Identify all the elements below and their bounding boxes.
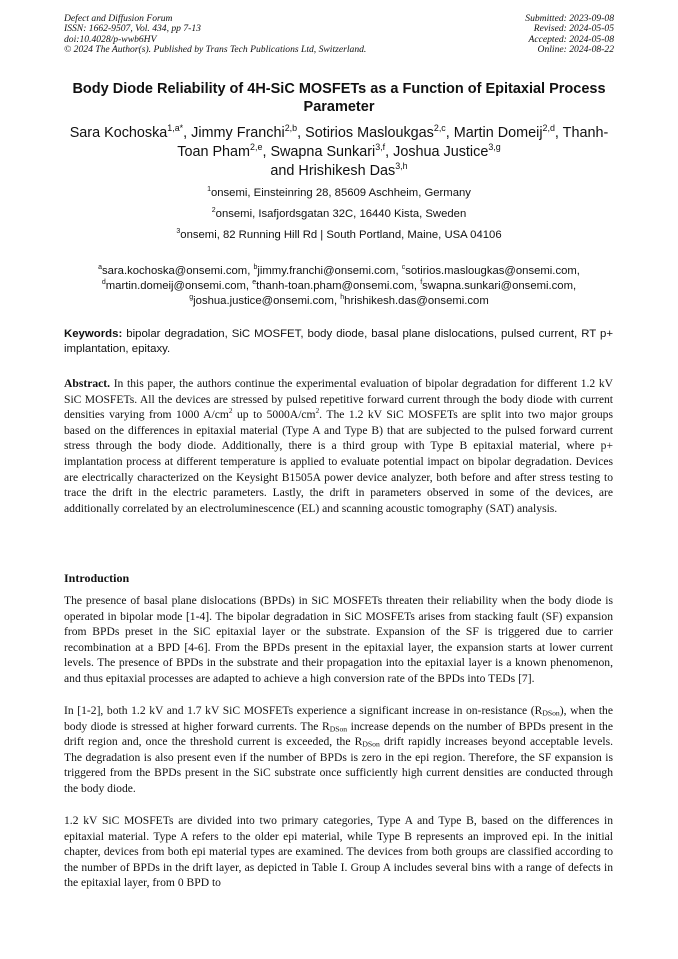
journal-doi: doi:10.4028/p-wwb6HV [64,33,157,45]
author-name: Joshua Justice [393,144,489,160]
intro-paragraph-3: 1.2 kV SiC MOSFETs are divided into two primary categories, Type A and Type B, based on the differences in epitaxial material. Type A refers to the older epi material, while Type B represents an improved epi. In the initial chapter, devices from both epi material types are examined. The devices from both groups are classified according to the number of BPDs in the drift layer, as depicted in Table I. Group A includes several bins with a range of defects in the epitaxial layer, from 0 BPD to [64,814,613,890]
affiliation-text: onsemi, 82 Running Hill Rd | South Portland, Maine, USA 04106 [180,229,502,241]
author-name: Sotirios Masloukgas [305,125,434,141]
affiliation-sup: 3 [176,228,181,236]
author-conjunction: and [270,163,295,179]
email-sup: e [252,279,257,287]
affiliation-sup: 2 [211,207,216,215]
author-affil-sup: 2,b [284,123,298,134]
email-sup: h [340,294,345,302]
email-sup: b [253,264,258,272]
email-sup: f [420,279,423,287]
abstract-label: Abstract. [64,377,111,390]
journal-issn: ISSN: 1662-9507, Vol. 434, pp 7-13 [64,23,201,35]
author-name: Thanh-Toan Pham [177,125,609,160]
paragraph-text: drift rapidly increases beyond acceptable levels. The degradation is also present even if the number of BPDs is zero in the epi region. Therefore, the SF expansion is triggered from the BPDs present in the SiC substrate once sufficiently high current densities are conducted through the body diode. [64,735,613,795]
section-heading: Introduction [64,571,130,585]
email-address[interactable]: sotirios.maslougkas@onsemi.com [405,265,577,277]
abstract-text: In this paper, the authors continue the experimental evaluation of bipolar degradation for different 1.2 kV SiC MOSFETs. All the devices are stressed by pulsed repetitive forward current through the body diode with current densities varying from 1000 A/cm [64,377,613,422]
paper-title: Body Diode Reliability of 4H-SiC MOSFETs as a Function of Epitaxial Process Parameter [72,81,606,115]
email-address[interactable]: joshua.justice@onsemi.com [193,295,334,307]
publication-dates [525,14,614,56]
paragraph-text: ), when the body diode is stressed at higher forward currents. The R [64,704,613,733]
author-name: Swapna Sunkari [270,144,376,160]
email-sup: d [101,279,106,287]
date-accepted: Accepted: 2024-05-08 [528,33,614,45]
intro-paragraph-1: The presence of basal plane dislocations (BPDs) in SiC MOSFETs threaten their reliability when the body diode is operated in bipolar mode [1-4]. The bipolar degradation in SiC MOSFETs arises from stacking fault (SF) expansion from BPDs preset in the SiC epitaxial layer or the substrate. Expansion of the SF is triggered due to carrier recombination at a BPD [4-6]. From the BPDs present in the epitaxial layer, the expansion starts at lower current levels. The presence of BPDs in the substrate and their propagation into the epitaxial layer is a known phenomenon, and thus epitaxial processes are adapted to achieve a high conversion rate of the BPDs into TEDs [7]. [64,594,613,685]
email-sup: c [401,264,406,272]
paragraph-text: In [1-2], both 1.2 kV and 1.7 kV SiC MOSFETs experience a significant increase in on-resistance (R [64,704,543,717]
date-submitted: Submitted: 2023-09-08 [525,13,614,24]
affiliation-3 [64,229,614,242]
date-online: Online: 2024-08-22 [537,44,614,56]
abstract [64,376,613,516]
author-affil-sup: 2,c [433,123,446,134]
author-name: Hrishikesh Das [298,163,396,179]
copyright-line: © 2024 The Author(s). Published by Trans Tech Publications Ltd, Switzerland. [64,44,367,56]
subscript: DSon [362,739,380,749]
author-emails: $^a$sara.kochoska@onsemi.com, $^b$jimmy.franchi@onsemi.com, $^c$sotirios.maslougkas@onsemi.com, $^d$martin.domeij@onsemi.com, $^e$thanh-toan.pham@onsemi.com, $^f$swapna.sunkari@onsemi.com, $^g$joshua.justice@onsemi.com, $^h$hrishikesh.das@onsemi.com [98,264,580,307]
journal-info [64,14,366,56]
email-sup: g [189,294,194,302]
abstract-text: . The 1.2 kV SiC MOSFETs are split into two major groups based on the differences in epitaxial material (Type A and Type B) that are subjected to the pulsed forward current stress through the body diode. Additionally, there is a third group with Type B epitaxial material, where p+ implantation process at different temperature is applied to evaluate potential impact on bipolar degradation. Devices are electrically characterized on the Keysight B1505A power device analyzer, both before and after stress testing to trace the drift in the electric parameters. Lastly, the drift in parameters observed in some of the devices, are additionally correlated by an electroluminescence (EL) and scanning acoustic tomography (SAT) analysis. [64,408,613,515]
author-affil-sup: 3,f [375,142,386,153]
email-address[interactable]: hrishikesh.das@onsemi.com [344,295,489,307]
author-name: Martin Domeij [453,125,543,141]
email-address[interactable]: sara.kochoska@onsemi.com [101,265,248,277]
affiliation-text: onsemi, Einsteinring 28, 85609 Aschheim, Germany [210,187,471,199]
affiliation-sup: 1 [207,186,211,194]
keywords-text: bipolar degradation, SiC MOSFET, body diode, basal plane dislocations, pulsed current, RT p+ implantation, epitaxy. [64,328,613,355]
author-affil-sup: 2,e [250,142,263,153]
abstract-text: up to 5000A/cm [232,408,316,422]
author-affil-sup: 3,h [395,161,408,172]
affiliation-1 [64,187,614,200]
subscript: DSon [329,724,348,734]
subscript: DSon [542,708,560,718]
author-affil-sup: 3,g [488,142,501,153]
author-name: Jimmy Franchi [191,125,285,141]
affiliation-2 [64,208,614,221]
keywords-label: Keywords: [64,328,123,340]
unit-exponent: 2 [315,407,320,416]
author-list: Sara Kochoska$^{1,a*}$, Jimmy Franchi$^{2,b}$, Sotirios Masloukgas$^{2,c}$, Martin Domeij$^{2,d}$, Thanh-Toan Pham$^{2,e}$, Swapna Sunkari$^{3,f}$, Joshua Justice$^{3,g}$ and Hrishikesh Das$^{3,h}$ [69,123,609,179]
paragraph-text: increase depends on the number of BPDs present in the drift region and, once the threshold current is exceeded, the R [64,719,613,749]
keywords [64,327,613,357]
affiliation-text: onsemi, Isafjordsgatan 32C, 16440 Kista, Sweden [215,208,467,220]
email-address[interactable]: swapna.sunkari@onsemi.com [422,280,573,292]
unit-exponent: 2 [228,407,233,416]
journal-name: Defect and Diffusion Forum [64,13,173,24]
author-name: Sara Kochoska [69,125,168,141]
date-revised: Revised: 2024-05-05 [533,23,614,35]
author-affil-sup: 1,a* [167,123,184,134]
email-address[interactable]: thanh-toan.pham@onsemi.com [256,280,414,292]
email-address[interactable]: martin.domeij@onsemi.com [105,280,246,292]
author-affil-sup: 2,d [542,123,555,134]
intro-paragraph-2 [64,703,613,797]
email-sup: a [98,264,102,272]
email-address[interactable]: jimmy.franchi@onsemi.com [257,265,396,277]
